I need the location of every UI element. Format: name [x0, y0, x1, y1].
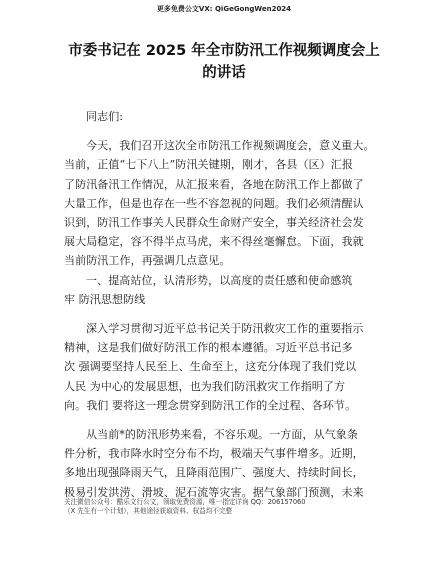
title-line-2: 的讲话 — [202, 65, 246, 81]
section-heading-cont: 牢 防汛思想防线 — [64, 292, 146, 306]
section-heading: 一、提高站位，认清形势，以高度的责任感和使命感筑 — [86, 273, 353, 287]
paragraph-line: 件分析，我市降水时空分布不均，极端天气事件增多。近期， — [64, 447, 364, 461]
paragraph-line: 当前，正值“七下八上”防汛关键期，刚才，各县（区）汇报 — [64, 158, 353, 172]
document-title — [64, 40, 384, 84]
paragraph-line: 人民 为中心的发展思想，也为我们防汛救灾工作指明了方 — [64, 379, 346, 393]
footer-line-1: 关注微信公众号：酷乐文行公文，领取免费资源，唯一指定详询 QQ：206157060 — [64, 498, 306, 506]
paragraph-line: 极易引发洪涝、滑坡、泥石流等灾害。据气象部门预测，未来 — [64, 485, 364, 499]
document-body — [64, 107, 384, 502]
paragraph-line: 当前防汛工作，再强调几点意见。 — [64, 254, 231, 268]
paragraph-line: 精神，这是我们做好防汛工作的根本遵循。习近平总书记多 — [64, 341, 353, 355]
salutation: 同志们: — [86, 110, 124, 123]
paragraph-line: 展大局稳定，容不得半点马虎，来不得丝毫懈怠。下面，我就 — [64, 235, 364, 249]
paragraph-line: 向。我们 要将这一理念贯穿到防汛工作的全过程、各环节。 — [64, 398, 357, 412]
paragraph-line: 了防汛备汛工作情况，从汇报来看，各地在防汛工作上都做了 — [64, 177, 364, 191]
paragraph-line: 深入学习贯彻习近平总书记关于防汛救灾工作的重要指示 — [86, 322, 364, 336]
title-line-1: 市委书记在 2025 年全市防汛工作视频调度会上 — [68, 43, 380, 59]
paragraph-line: 从当前*的防汛形势来看，不容乐观。一方面，从气象条 — [86, 428, 358, 442]
paragraph-line: 次 强调要坚持人民至上、生命至上，这充分体现了我们党以 — [64, 360, 357, 374]
paragraph-line: 今天，我们召开这次全市防汛工作视频调度会，意义重大。 — [86, 139, 375, 153]
footer-line-2: （X 先生有一个计划），其他途径获取资料、权益均不完整 — [64, 507, 233, 515]
footer-note — [64, 498, 384, 516]
promo-header: 更多免费公文VX: QiGeGongWen2024 — [156, 5, 292, 13]
paragraph-line: 识到，防汛工作事关人民群众生命财产安全，事关经济社会发 — [64, 216, 364, 230]
paragraph-line: 大量工作，但是也存在一些不容忽视的问题。我们必须清醒认 — [64, 196, 364, 210]
paragraph-line: 多地出现强降雨天气，且降雨范围广、强度大、持续时间长， — [64, 466, 364, 480]
